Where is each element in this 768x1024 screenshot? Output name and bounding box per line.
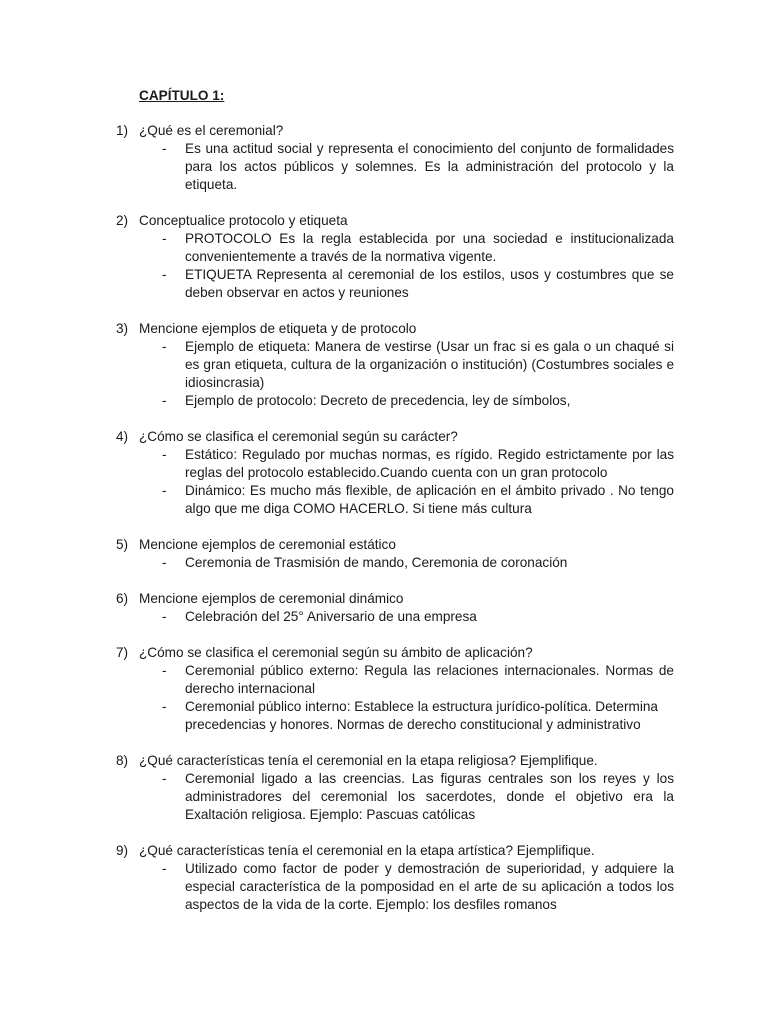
question-number: 5) — [116, 537, 129, 552]
answer-text: Dinámico: Es mucho más flexible, de aplicación en el ámbito privado . No tengo algo que me diga COMO HACERLO. Si tiene más cultura — [185, 483, 674, 516]
question-number: 6) — [116, 591, 129, 606]
bullet-dash: - — [162, 231, 167, 246]
answer-item — [0, 662, 768, 698]
answer-text: Ceremonial público interno: Establece la estructura jurídico-política. Determina precedencias y honores. Normas de derecho constitucional y administrativo — [185, 699, 658, 732]
answer-item — [0, 446, 768, 482]
answer-item — [0, 860, 768, 914]
answer-text: Estático: Regulado por muchas normas, es rígido. Regido estrictamente por las reglas del protocolo establecido.Cuando cuenta con un gran protocolo — [185, 447, 674, 480]
question-list — [0, 122, 768, 932]
question-heading — [0, 428, 768, 446]
question-item — [0, 122, 768, 194]
question-text: Mencione ejemplos de etiqueta y de protocolo — [139, 321, 417, 336]
answer-item — [0, 554, 768, 572]
answer-list — [0, 446, 768, 518]
question-number: 3) — [116, 321, 129, 336]
answer-list — [0, 140, 768, 194]
bullet-dash: - — [162, 483, 167, 498]
question-text: ¿Qué es el ceremonial? — [139, 123, 284, 138]
question-heading — [0, 122, 768, 140]
question-heading — [0, 212, 768, 230]
answer-text: Ceremonial público externo: Regula las relaciones internacionales. Normas de derecho internacional — [185, 663, 674, 696]
bullet-dash: - — [162, 609, 167, 624]
answer-text: Ejemplo de protocolo: Decreto de precedencia, ley de símbolos, — [185, 393, 571, 408]
answer-text: ETIQUETA Representa al ceremonial de los estilos, usos y costumbres que se deben observar en actos y reuniones — [185, 267, 674, 300]
question-text: Mencione ejemplos de ceremonial estático — [139, 537, 396, 552]
answer-item — [0, 338, 768, 392]
bullet-dash: - — [162, 339, 167, 354]
question-item — [0, 644, 768, 734]
question-heading — [0, 644, 768, 662]
question-item — [0, 212, 768, 302]
bullet-dash: - — [162, 555, 167, 570]
question-number: 2) — [116, 213, 129, 228]
bullet-dash: - — [162, 663, 167, 678]
question-text: Conceptualice protocolo y etiqueta — [139, 213, 348, 228]
bullet-dash: - — [162, 267, 167, 282]
answer-list — [0, 860, 768, 914]
answer-text: Utilizado como factor de poder y demostración de superioridad, y adquiere la especial característica de la pomposidad en el arte de su aplicación a todos los aspectos de la vida de la corte. Ejemplo: los desfiles romanos — [185, 861, 674, 912]
question-item — [0, 842, 768, 914]
answer-item — [0, 770, 768, 824]
answer-list — [0, 608, 768, 626]
question-heading — [0, 752, 768, 770]
answer-item — [0, 608, 768, 626]
question-heading — [0, 590, 768, 608]
question-heading — [0, 842, 768, 860]
question-number: 8) — [116, 753, 129, 768]
bullet-dash: - — [162, 141, 167, 156]
question-item — [0, 428, 768, 518]
question-heading — [0, 536, 768, 554]
question-number: 9) — [116, 843, 129, 858]
chapter-title: CAPÍTULO 1: — [139, 88, 225, 103]
bullet-dash: - — [162, 447, 167, 462]
question-text: ¿Qué características tenía el ceremonial en la etapa religiosa? Ejemplifique. — [139, 753, 598, 768]
answer-list — [0, 338, 768, 410]
answer-item — [0, 140, 768, 194]
answer-text: Ejemplo de etiqueta: Manera de vestirse (Usar un frac si es gala o un chaqué si es gran etiqueta, cultura de la organización o institución) (Costumbres sociales e idiosincrasia) — [185, 339, 674, 390]
answer-item — [0, 392, 768, 410]
answer-item — [0, 266, 768, 302]
question-number: 4) — [116, 429, 129, 444]
question-item — [0, 590, 768, 626]
answer-list — [0, 662, 768, 734]
bullet-dash: - — [162, 771, 167, 786]
answer-text: Es una actitud social y representa el conocimiento del conjunto de formalidades para los actos públicos y solemnes. Es la administración del protocolo y la etiqueta. — [185, 141, 674, 192]
answer-item — [0, 482, 768, 518]
question-item — [0, 752, 768, 824]
question-item — [0, 320, 768, 410]
question-item — [0, 536, 768, 572]
bullet-dash: - — [162, 861, 167, 876]
question-text: ¿Cómo se clasifica el ceremonial según su ámbito de aplicación? — [139, 645, 533, 660]
answer-list — [0, 230, 768, 302]
answer-list — [0, 770, 768, 824]
answer-item — [0, 230, 768, 266]
answer-text: PROTOCOLO Es la regla establecida por una sociedad e institucionalizada convenientemente a través de la normativa vigente. — [185, 231, 674, 264]
answer-item — [0, 698, 768, 734]
answer-text: Celebración del 25° Aniversario de una empresa — [185, 609, 477, 624]
bullet-dash: - — [162, 699, 167, 714]
question-text: Mencione ejemplos de ceremonial dinámico — [139, 591, 404, 606]
question-number: 1) — [116, 123, 129, 138]
question-number: 7) — [116, 645, 129, 660]
answer-list — [0, 554, 768, 572]
question-text: ¿Cómo se clasifica el ceremonial según su carácter? — [139, 429, 458, 444]
bullet-dash: - — [162, 393, 167, 408]
question-text: ¿Qué características tenía el ceremonial en la etapa artística? Ejemplifique. — [139, 843, 595, 858]
question-heading — [0, 320, 768, 338]
answer-text: Ceremonial ligado a las creencias. Las figuras centrales son los reyes y los administradores del ceremonial los sacerdotes, donde el objetivo era la Exaltación religiosa. Ejemplo: Pascuas católicas — [185, 771, 674, 822]
answer-text: Ceremonia de Trasmisión de mando, Ceremonia de coronación — [185, 555, 568, 570]
